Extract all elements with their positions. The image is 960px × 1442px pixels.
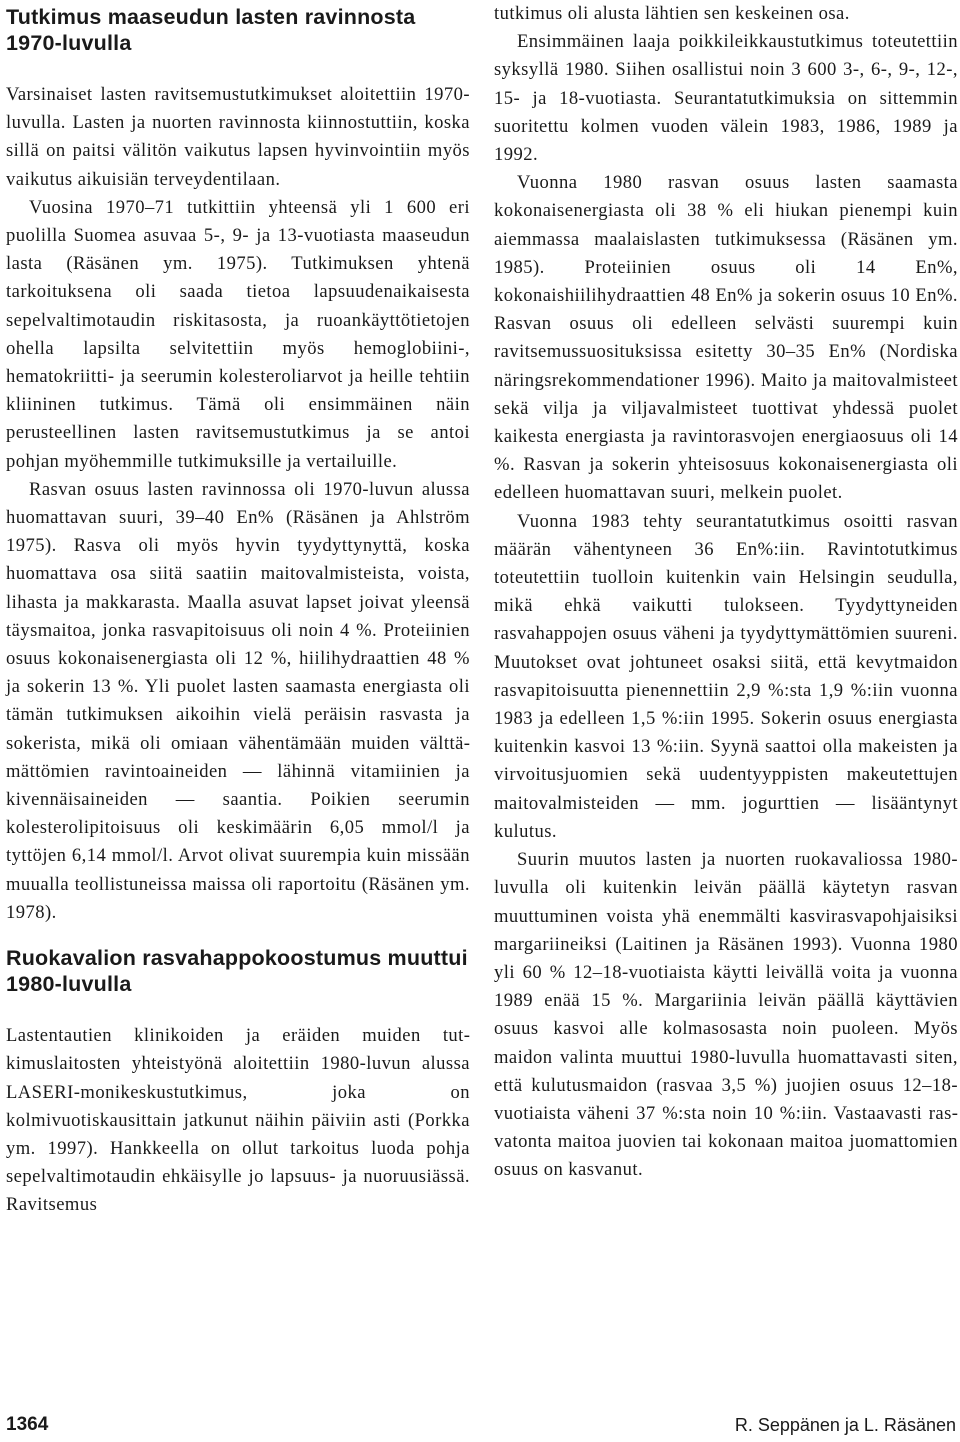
paragraph: Rasvan osuus lasten ravinnossa oli 1970-luvun alussa huomattavan suuri, 39–40 En% (Räsänen ja Ahlström 1975). Rasva oli myös hyvin tyydyttynyttä, koska huomattava osa siitä saatiin maitovalmisteista, voista, lihasta ja makkarasta. Maalla asuvat lapset joivat yleensä täysmaitoa, jonka rasvapitoisuus oli noin 4 %. Proteiinien osuus kokonaisenergiasta oli 12 %, hiilihydraattien 48 % ja sokerin 13 %. Yli puolet lasten saamasta energiasta oli tämän tutkimuksen aikoihin vielä peräisin rasvasta ja sokerista, mikä oli omiaan vähentämään muiden välttämättömien ravintoaineiden — lähinnä vitamiinien ja kivennäisaineiden — saantia. Poikien seerumin kolesterolipitoisuus oli keskimäärin 6,05 mmol/l ja tyttöjen 6,14 mmol/l. Arvot olivat suurempia kuin missään muualla teollistuneissa maissa oli raportoitu (Räsänen ym. 1978). <box>6 478 470 923</box>
section-heading-1970s: Tutkimus maaseudun lasten ravinnosta 1970-luvulla <box>6 5 416 55</box>
paragraph: Lastentautien klinikoiden ja eräiden muiden tutkimuslaitosten yhteistyönä aloitettiin 1980-luvun alussa LASERI-monikeskustutkimus, joka on kolmivuotiskausittain jatkunut näihin päiviin asti (Porkka ym. 1997). Hankkeella on ollut tarkoitus luoda pohja sepelvaltimotaudin ehkäisylle jo lapsuus- ja nuoruusiässä. Ravitsemus <box>6 1025 470 1216</box>
paragraph: Vuosina 1970–71 tutkittiin yhteensä yli 1 600 eri puolilla Suomea asuvaa 5-, 9- ja 13-vuotiasta maaseudun lasta (Räsänen ym. 1975). Tutkimuksen yhtenä tarkoituksena oli saada tietoa lapsuudenaikaisesta sepelvaltimotaudin riskitasosta, ja ruoankäyttötietojen ohella lapsilta selvitettiin myös hemoglobiini-, hematokriitti- ja seerumin kolesteroliarvot ja heille tehtiin kliininen tutkimus. Tämä oli ensimmäinen näin perusteellinen lasten ravitsemustutkimus ja se antoi pohjan myöhemmille tutkimuksille ja vertailuille. <box>6 196 470 472</box>
paragraph: Varsinaiset lasten ravitsemustutkimukset aloitettiin 1970-luvulla. Lasten ja nuorten ravinnosta kiinnostuttiin, koska sillä on paitsi välitön vaikutus lapsen hyvinvointiin myös vaikutus aikuisiän terveydentilaan. <box>6 84 470 190</box>
paragraph: Vuonna 1983 tehty seurantatutkimus osoitti rasvan määrän vähentyneen 36 En%:iin. Ravintotutkimus toteutettiin tuolloin kuitenkin vain Helsingin seudulla, mikä ehkä vaikutti tulokseen. Tyydyttyneiden rasvahappojen osuus väheni ja tyydyttymättömien suureni. Muutokset ovat johtuneet osaksi siitä, että kevytmaidon rasvapitoisuutta pienennettiin 2,9 %:sta 1,9 %:iin vuonna 1983 ja edelleen 1,5 %:iin 1995. Sokerin osuus energiasta kuitenkin kasvoi 13 %:iin. Syynä saattoi olla makeisten ja virvoitusjuomien sekä uudentyyppisten makeutettujen maitovalmisteiden — mm. jogurttien — lisääntynyt kulutus. <box>494 510 958 842</box>
paragraph: Suurin muutos lasten ja nuorten ruokavaliossa 1980-luvulla oli kuitenkin leivän päällä käytetyn rasvan muuttuminen voista yhä enemmälti kasvirasvapohjaisiksi margariineiksi (Laitinen ja Räsänen 1993). Vuonna 1980 yli 60 % 12–18-vuotiaista käytti leivällä voita ja vuonna 1989 enää 15 %. Margariinia leivän päällä käyttävien osuus kasvoi alle kolmasosasta noin puoleen. Myös maidon valinta muuttui 1980-luvulla huomattavasti siten, että kulutusmaidon (rasvaa 3,5 %) juojien osuus 12–18-vuotiaista väheni 37 %:sta noin 10 %:iin. Vastaavasti rasvatonta maitoa juovien tai kokonaan maitoa juomattomien osuus on kasvanut. <box>494 849 958 1181</box>
running-footer-authors: R. Seppänen ja L. Räsänen <box>734 1415 956 1435</box>
paragraph: Vuonna 1980 rasvan osuus lasten saamasta kokonaisenergiasta oli 38 % eli hiukan pienempi kuin aiemmassa maalaislasten tutkimuksessa (Räsänen ym. 1985). Proteiinien osuus oli 14 En%, kokonaishiilihydraattien 48 En% ja sokerin osuus 10 En%. Rasvan osuus oli edelleen selvästi suurempi kuin ravitsemussuosituksissa esitetty 30–35 En% (Nordiska näringsrekommendationer 1996). Maito ja maitovalmisteet sekä vilja ja viljavalmisteet tuottivat yhdessä puolet kaikesta energiasta ja ravintorasvojen energiaosuus oli 14 %. Rasvan ja sokerin yhteisosuus kokonaisenergiasta oli edelleen huomattavan suuri, melkein puolet. <box>494 172 958 504</box>
left-column <box>6 0 470 1220</box>
paragraph: tutkimus oli alusta lähtien sen keskeinen osa. <box>494 3 850 24</box>
paragraph: Ensimmäinen laaja poikkileikkaustutkimus toteutettiin syksyllä 1980. Siihen osallistui noin 3 600 3-, 6-, 9-, 12-, 15- ja 18-vuotiasta. Seurantatutkimuksia on sittemmin suoritettu kolmen vuoden välein 1983, 1986, 1989 ja 1992. <box>494 31 958 166</box>
section-heading-1980s: Ruokavalion rasvahappokoostumus muuttui 1980-luvulla <box>6 946 468 997</box>
page-number: 1364 <box>6 1414 49 1435</box>
right-column <box>494 0 958 1185</box>
